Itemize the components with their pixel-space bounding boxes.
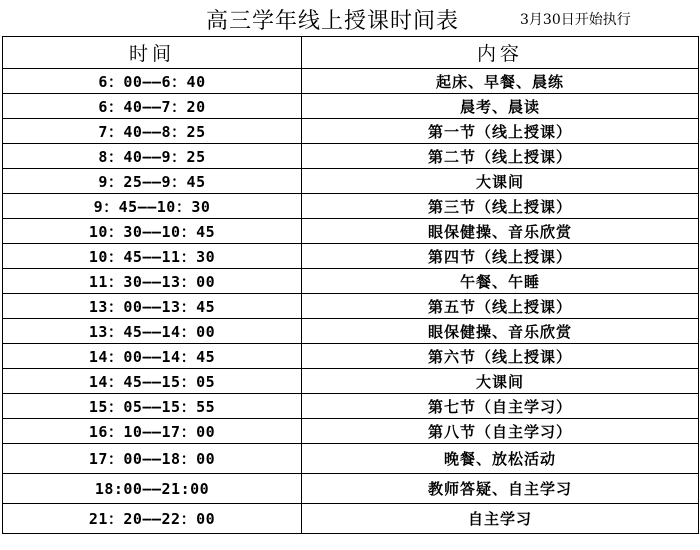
time-cell: 8：40——9：25 — [3, 144, 302, 169]
schedule-body — [3, 69, 699, 534]
table-row — [3, 269, 699, 294]
table-row — [3, 294, 699, 319]
time-cell: 16：10——17：00 — [3, 419, 302, 444]
table-row — [3, 144, 699, 169]
table-row — [3, 344, 699, 369]
time-cell: 6：40——7：20 — [3, 94, 302, 119]
time-cell: 10：45——11：30 — [3, 244, 302, 269]
table-row — [3, 319, 699, 344]
content-cell: 第七节（自主学习） — [302, 394, 699, 419]
table-row — [3, 244, 699, 269]
table-row — [3, 394, 699, 419]
header-row — [3, 37, 699, 69]
content-cell: 大课间 — [302, 369, 699, 394]
time-cell: 21：20——22：00 — [3, 504, 302, 534]
table-row — [3, 194, 699, 219]
time-cell: 13：45——14：00 — [3, 319, 302, 344]
time-cell: 7：40——8：25 — [3, 119, 302, 144]
table-row — [3, 504, 699, 534]
table-row — [3, 169, 699, 194]
time-cell: 14：00——14：45 — [3, 344, 302, 369]
time-column-header: 时间 — [3, 37, 302, 69]
time-cell: 17：00——18：00 — [3, 444, 302, 474]
time-cell: 14：45——15：05 — [3, 369, 302, 394]
content-cell: 午餐、午睡 — [302, 269, 699, 294]
content-cell: 大课间 — [302, 169, 699, 194]
time-cell: 9：45——10：30 — [3, 194, 302, 219]
table-row — [3, 444, 699, 474]
table-row — [3, 419, 699, 444]
table-row — [3, 69, 699, 94]
start-date-note: 3月30日开始执行 — [520, 12, 631, 28]
content-cell: 第六节（线上授课） — [302, 344, 699, 369]
table-row — [3, 119, 699, 144]
time-cell: 6：00——6：40 — [3, 69, 302, 94]
content-cell: 自主学习 — [302, 504, 699, 534]
table-row — [3, 474, 699, 504]
table-row — [3, 94, 699, 119]
content-cell: 晨考、晨读 — [302, 94, 699, 119]
time-cell: 18:00——21:00 — [3, 474, 302, 504]
table-row — [3, 369, 699, 394]
time-cell: 15：05——15：55 — [3, 394, 302, 419]
time-cell: 13：00——13：45 — [3, 294, 302, 319]
content-cell: 眼保健操、音乐欣赏 — [302, 319, 699, 344]
content-cell: 第一节（线上授课） — [302, 119, 699, 144]
content-cell: 眼保健操、音乐欣赏 — [302, 219, 699, 244]
content-column-header: 内容 — [302, 37, 699, 69]
content-cell: 起床、早餐、晨练 — [302, 69, 699, 94]
content-cell: 教师答疑、自主学习 — [302, 474, 699, 504]
time-cell: 10：30——10：45 — [3, 219, 302, 244]
content-cell: 晚餐、放松活动 — [302, 444, 699, 474]
time-cell: 9：25——9：45 — [3, 169, 302, 194]
title-bar — [0, 0, 700, 36]
content-cell: 第三节（线上授课） — [302, 194, 699, 219]
content-cell: 第二节（线上授课） — [302, 144, 699, 169]
content-cell: 第四节（线上授课） — [302, 244, 699, 269]
schedule-table — [2, 36, 699, 534]
content-cell: 第八节（自主学习） — [302, 419, 699, 444]
content-cell: 第五节（线上授课） — [302, 294, 699, 319]
page-title: 高三学年线上授课时间表 — [206, 9, 460, 34]
time-cell: 11：30——13：00 — [3, 269, 302, 294]
table-row — [3, 219, 699, 244]
